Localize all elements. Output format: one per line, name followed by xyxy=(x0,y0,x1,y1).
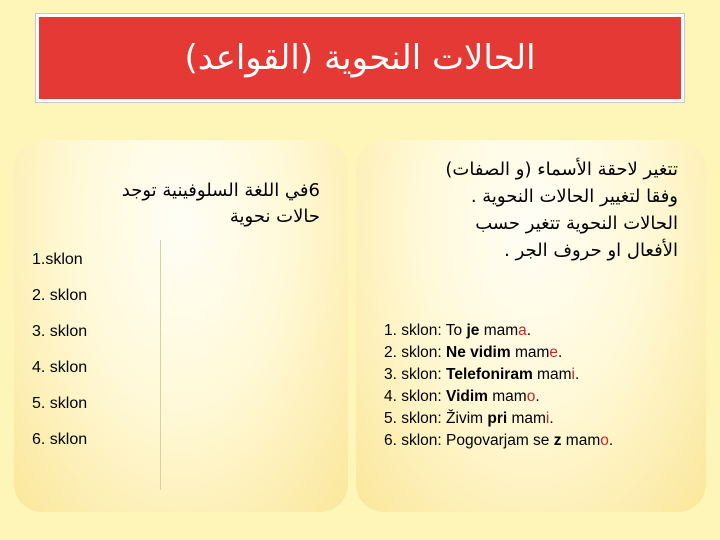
example-ending: e xyxy=(549,344,559,361)
example-stem: mam xyxy=(510,344,550,361)
title-bar xyxy=(36,14,684,102)
sklon-item: 1.sklon xyxy=(32,251,83,268)
example-keyword: z xyxy=(553,432,562,449)
example-keyword: Telefoniram xyxy=(446,366,533,383)
left-arabic-line: 6في اللغة السلوفينية توجد xyxy=(121,180,320,201)
example-text: To xyxy=(445,322,467,339)
example-keyword: Vidim xyxy=(446,388,488,405)
example-punct: . xyxy=(558,344,563,361)
sklon-item: 6. sklon xyxy=(32,431,88,448)
example-list xyxy=(384,320,613,452)
example-ending: i xyxy=(571,366,575,383)
example-stem: mam xyxy=(532,366,572,383)
example-stem: mam xyxy=(487,388,527,405)
example-keyword: pri xyxy=(487,410,508,427)
example-ending: a xyxy=(518,322,527,339)
right-arabic-line: الحالات النحوية تتغير حسب xyxy=(475,213,678,234)
example-ending: o xyxy=(600,432,609,449)
right-arabic-line: وفقا لتغيير الحالات النحوية . xyxy=(470,186,678,207)
left-panel xyxy=(14,140,348,512)
sklon-item: 4. sklon xyxy=(32,359,88,376)
example-keyword: Ne vidim xyxy=(446,344,511,361)
example-label: 3. sklon: xyxy=(384,366,447,383)
slide-title: الحالات النحوية (القواعد) xyxy=(184,38,536,78)
column-divider xyxy=(160,240,161,490)
example-item xyxy=(384,320,613,342)
sklon-item: 5. sklon xyxy=(32,395,88,412)
example-item xyxy=(384,364,613,386)
example-text: Pogovarjam se xyxy=(446,432,554,449)
example-punct: . xyxy=(535,388,540,405)
sklon-list xyxy=(32,250,87,466)
right-panel xyxy=(356,140,706,512)
example-keyword: je xyxy=(466,322,480,339)
example-label: 5. sklon: xyxy=(384,410,447,427)
example-item xyxy=(384,386,613,408)
left-arabic-text xyxy=(60,178,320,230)
example-item xyxy=(384,430,613,452)
example-punct: . xyxy=(549,410,554,427)
example-item xyxy=(384,342,613,364)
example-punct: . xyxy=(526,322,532,339)
right-arabic-line: الأفعال او حروف الجر . xyxy=(504,240,678,261)
example-stem: mam xyxy=(479,322,519,339)
example-stem: mam xyxy=(507,410,546,427)
example-text: Živim xyxy=(446,410,488,427)
example-label: 2. sklon: xyxy=(384,344,447,361)
example-label: 6. sklon: xyxy=(384,432,447,449)
example-item xyxy=(384,408,613,430)
example-label: 1. sklon: xyxy=(384,322,446,339)
left-arabic-line: حالات نحوية xyxy=(229,206,320,227)
right-arabic-text xyxy=(378,156,678,264)
example-label: 4. sklon: xyxy=(384,388,447,405)
right-arabic-line: تتغير لاحقة الأسماء (و الصفات) xyxy=(445,159,678,180)
example-punct: . xyxy=(574,366,580,383)
example-ending: o xyxy=(526,388,536,405)
sklon-item: 2. sklon xyxy=(32,287,88,304)
example-ending: i xyxy=(545,410,550,427)
example-stem: mam xyxy=(561,432,601,449)
sklon-item: 3. sklon xyxy=(32,323,88,340)
example-punct: . xyxy=(608,432,614,449)
